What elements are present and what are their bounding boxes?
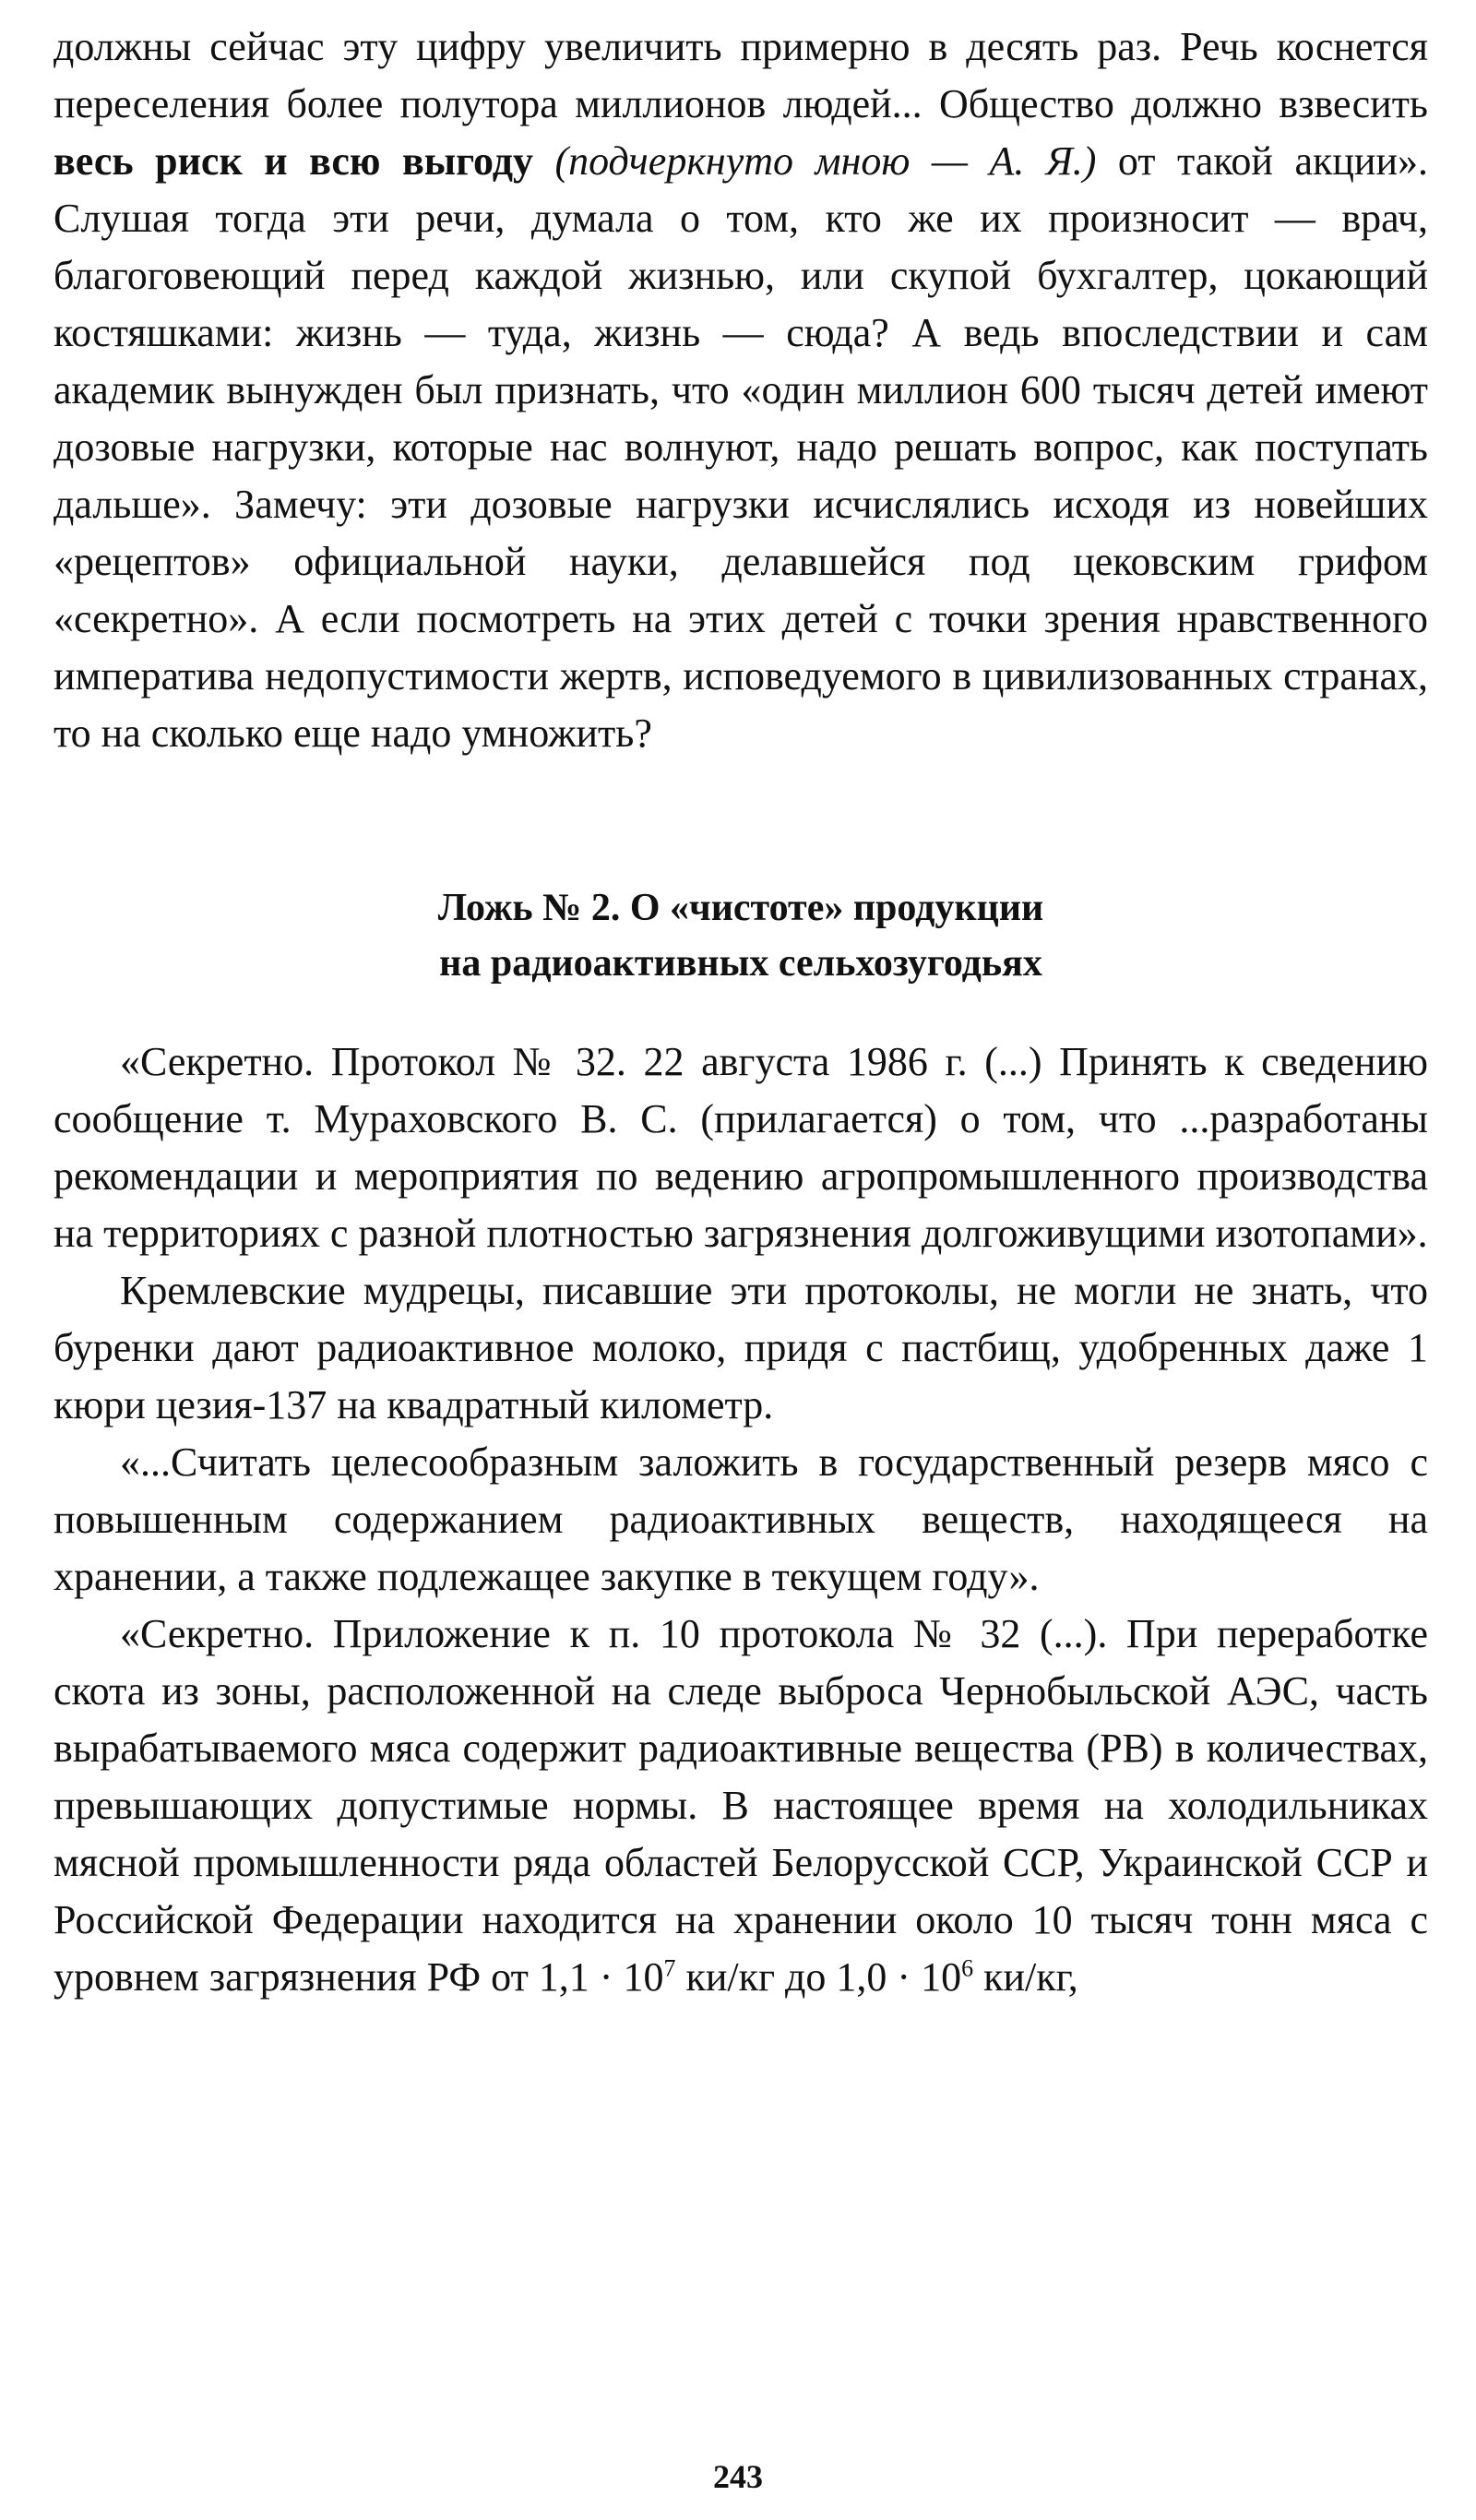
protocol-quote-paragraph: «Секретно. Протокол № 32. 22 августа 1986 г. (...) Принять к сведению сообщение т. Мураховского В. С. (прилагается) о том, что ...разработаны рекомендации и мероприятия по ведению агропромышленного производства на территориях с разной плотностью загрязнения долгоживущими изотопами». [54, 1039, 1428, 1256]
appendix-quote-paragraph [54, 1606, 1428, 2006]
page-number: 243 [713, 2458, 763, 2495]
state-reserve-quote-paragraph: «...Считать целесообразным заложить в государственный резерв мясо с повышенным содержанием радиоактивных веществ, находящееся на хранении, а также подлежащее закупке в текущем году». [54, 1439, 1428, 1599]
intro-text-part1: должны сейчас эту цифру увеличить примерно в десять раз. Речь коснется переселения более полутора миллионов людей... Общество должно взвесить [54, 24, 1428, 126]
exponent-1: 7 [663, 1954, 676, 1982]
exponent-2: 6 [961, 1954, 974, 1982]
appendix-text-mid: ки/кг до 1,0 · 10 [675, 1954, 962, 2000]
intro-author-note: (подчеркнуто мною — А. Я.) [533, 138, 1097, 184]
appendix-text: «Секретно. Приложение к п. 10 протокола № 32 (...). При переработке скота из зоны, расположенной на следе выброса Чернобыльской АЭС, часть вырабатываемого мяса содержит радиоактивные вещества (РВ) в количествах, превышающих допустимые нормы. В настоящее время на холодильниках мясной промышленности ряда областей Белорусской ССР, Украинской ССР и Российской Федерации находится на хранении около 10 тысяч тонн мяса с уровнем загрязнения РФ от 1,1 · 10 [54, 1611, 1428, 2000]
appendix-text-end: ки/кг, [973, 1954, 1078, 2000]
section-heading-line-2: на радиоактивных сельхозугодьях [439, 942, 1042, 985]
section-heading [54, 880, 1428, 991]
intro-emphasis: весь риск и всю выгоду [54, 138, 533, 184]
document-page [54, 18, 1428, 2006]
intro-paragraph [54, 18, 1428, 762]
intro-text-part2: от такой акции». Слушая тогда эти речи, думала о том, кто же их произносит — врач, благоговеющий перед каждой жизнью, или скупой бухгалтер, цокающий костяшками: жизнь — туда, жизнь — сюда? А ведь впоследствии и сам академик вынужден был признать, что «один миллион 600 тысяч детей имеют дозовые нагрузки, которые нас волнуют, надо решать вопрос, как поступать дальше». Замечу: эти дозовые нагрузки исчислялись исходя из новейших «рецептов» официальной науки, делавшейся под цековским грифом «секретно». А если посмотреть на этих детей с точки зрения нравственного императива недопустимости жертв, исповедуемого в цивилизованных странах, то на сколько еще надо умножить? [54, 138, 1428, 756]
section-heading-line-1: Ложь № 2. О «чистоте» продукции [437, 887, 1044, 929]
kremlin-sages-paragraph: Кремлевские мудрецы, писавшие эти протоколы, не могли не знать, что буренки дают радиоактивное молоко, придя с пастбищ, удобренных даже 1 кюри цезия-137 на квадратный километр. [54, 1268, 1428, 1427]
